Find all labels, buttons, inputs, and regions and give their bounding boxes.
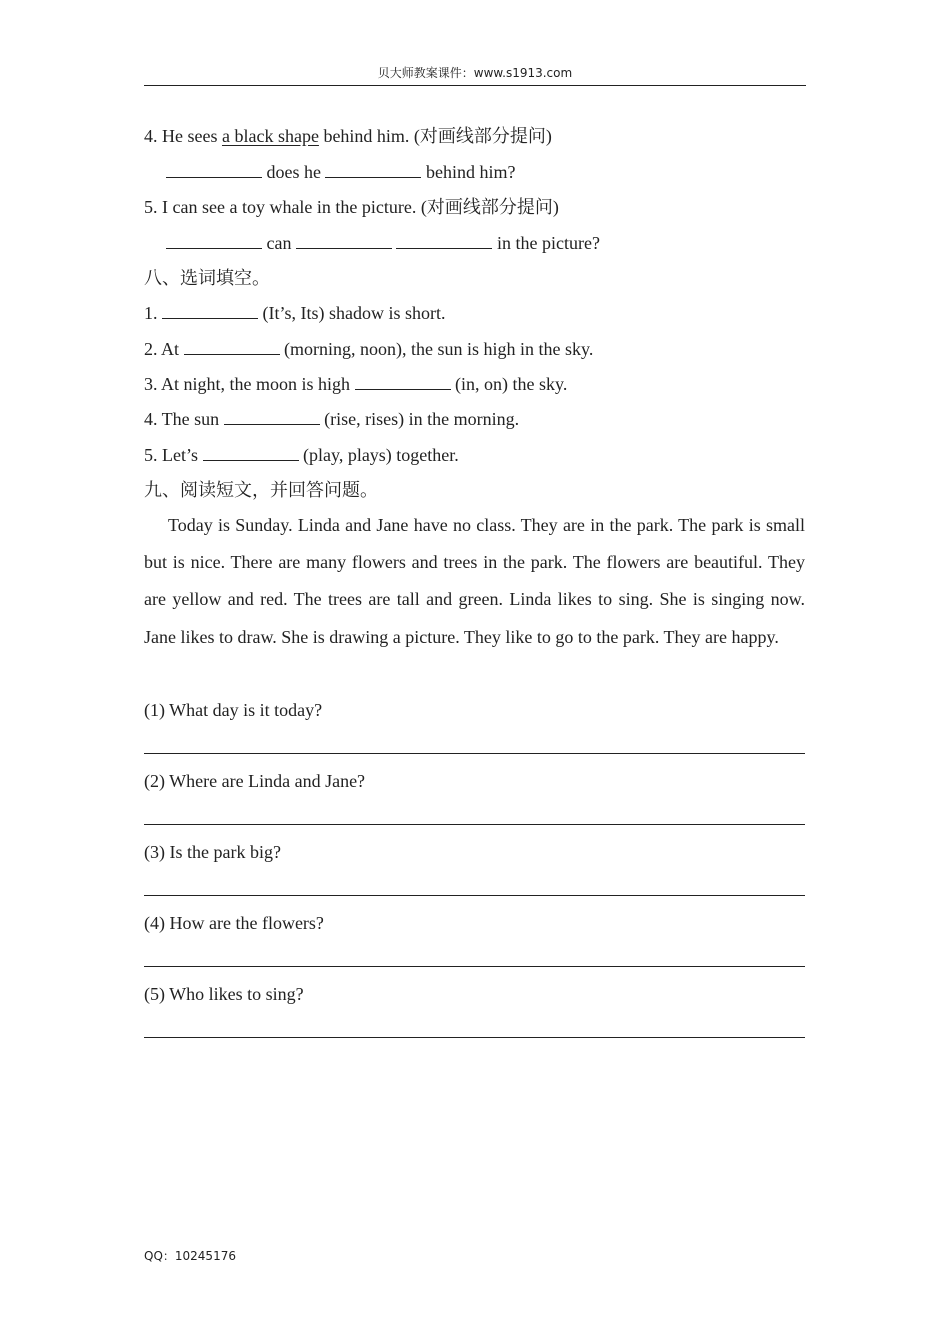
passage-text: Today is Sunday. Linda and Jane have no class. They are in the park. The park is small but is nice. There are many flowers and trees in the park. The flowers are beautiful. They are yellow and red. The trees are tall and green. Linda likes to sing. She is singing now. Jane likes to draw. She is drawing a picture. They like to go to the park. They are happy.: [144, 515, 805, 647]
answer-line[interactable]: [144, 824, 805, 825]
answer-text: behind him?: [425, 162, 516, 182]
fill-item-text: 2. At: [144, 339, 184, 359]
answer-line[interactable]: [144, 753, 805, 754]
fill-blank[interactable]: [162, 303, 258, 319]
fill-blank[interactable]: [224, 409, 320, 425]
reading-question-4: (4) How are the flowers?: [144, 913, 324, 933]
page-footer: QQ：10245176: [144, 1249, 236, 1263]
reading-question-3: (3) Is the park big?: [144, 842, 281, 862]
answer-text: in the picture?: [496, 233, 600, 253]
fill-item-text: (It’s, Its) shadow is short.: [258, 303, 446, 323]
question-4-suffix: behind him. (对画线部分提问): [318, 126, 552, 146]
fill-item-4: [144, 408, 519, 430]
fill-blank[interactable]: [184, 339, 280, 355]
answer-text: can: [266, 233, 292, 253]
answer-blank[interactable]: [166, 162, 262, 178]
answer-line[interactable]: [144, 966, 805, 967]
fill-item-text: (play, plays) together.: [298, 445, 459, 465]
question-4-prefix: 4. He sees: [144, 126, 222, 146]
reading-question-1: (1) What day is it today?: [144, 700, 323, 720]
fill-item-2: [144, 338, 593, 360]
answer-text: does he: [266, 162, 321, 182]
answer-blank[interactable]: [325, 162, 421, 178]
answer-blank[interactable]: [166, 233, 262, 249]
fill-blank[interactable]: [355, 374, 451, 390]
answer-line[interactable]: [144, 895, 805, 896]
fill-blank[interactable]: [203, 445, 299, 461]
question-5-answer: [166, 232, 600, 254]
fill-item-text: 3. At night, the moon is high: [144, 374, 355, 394]
answer-line[interactable]: [144, 1037, 805, 1038]
question-4-underlined: a black shape: [221, 126, 319, 146]
reading-passage: [144, 507, 805, 656]
section-9-title: 九、阅读短文，并回答问题。: [144, 480, 378, 500]
fill-item-3: [144, 373, 567, 395]
answer-blank[interactable]: [296, 233, 392, 249]
fill-item-text: (morning, noon), the sun is high in the sky.: [279, 339, 594, 359]
section-8-title: 八、选词填空。: [144, 268, 270, 288]
reading-question-2: (2) Where are Linda and Jane?: [144, 771, 366, 791]
fill-item-1: [144, 302, 446, 324]
question-4-answer: [166, 161, 515, 183]
fill-item-5: [144, 444, 459, 466]
fill-item-text: (rise, rises) in the morning.: [319, 409, 520, 429]
page-header: 贝大师教案课件：www.s1913.com: [144, 64, 806, 86]
fill-item-text: 4. The sun: [144, 409, 224, 429]
fill-item-text: 5. Let’s: [144, 445, 203, 465]
reading-question-5: (5) Who likes to sing?: [144, 984, 304, 1004]
answer-blank[interactable]: [396, 233, 492, 249]
fill-item-text: 1.: [144, 303, 162, 323]
question-5: 5. I can see a toy whale in the picture. (对画线部分提问): [144, 197, 559, 217]
fill-item-text: (in, on) the sky.: [450, 374, 568, 394]
question-4: [144, 125, 552, 147]
